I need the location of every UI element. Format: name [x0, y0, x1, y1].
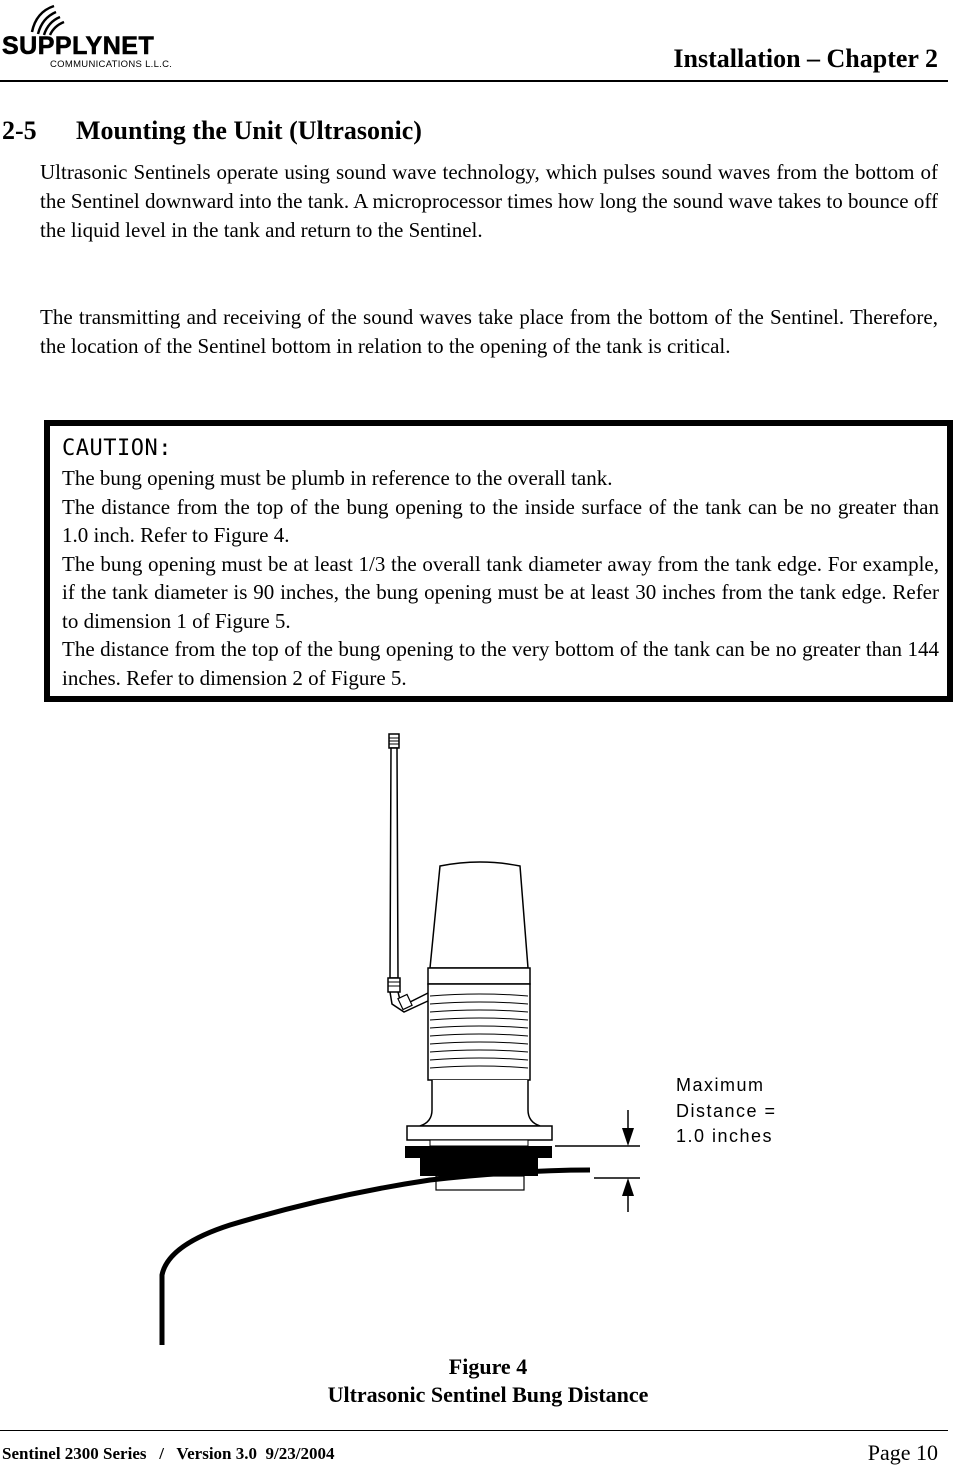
page-number: Page 10	[867, 1440, 938, 1465]
caution-line-1: The bung opening must be plumb in reference to the overall tank.	[62, 466, 613, 490]
logo-subtitle: COMMUNICATIONS L.L.C.	[50, 59, 173, 70]
footer-divider	[0, 1430, 948, 1431]
caution-line-4: The distance from the top of the bung opening to the very bottom of the tank can be no greater than 144 inches. Refer to dimension 2 of Figure 5.	[62, 637, 939, 690]
dimension-label-line-2: Distance =	[676, 1101, 777, 1121]
paragraph-1: Ultrasonic Sentinels operate using sound wave technology, which pulses sound waves from the bottom of the Sentinel downward into the tank. A microprocessor times how long the sound wave takes to bounce off the liquid level in the tank and return to the Sentinel.	[40, 160, 938, 242]
section-heading	[2, 116, 422, 146]
section-title: Mounting the Unit (Ultrasonic)	[76, 116, 422, 145]
figure-caption: Ultrasonic Sentinel Bung Distance	[327, 1382, 649, 1407]
caution-box	[44, 420, 953, 702]
caution-line-2: The distance from the top of the bung opening to the inside surface of the tank can be no greater than 1.0 inch. Refer to Figure 4.	[62, 494, 939, 547]
caution-heading: CAUTION:	[62, 436, 172, 461]
logo-name: SUPPLYNET	[2, 32, 155, 60]
antenna-icon	[388, 734, 430, 1012]
footer-series-version: Sentinel 2300 Series / Version 3.0 9/23/2004	[2, 1444, 335, 1463]
dimension-arrows	[555, 1110, 640, 1212]
tank-surface-line	[162, 1170, 590, 1345]
paragraph-2: The transmitting and receiving of the sound waves take place from the bottom of the Sentinel. Therefore, the location of the Sentinel bottom in relation to the opening of the tank is critical.	[40, 305, 938, 358]
caution-line-3: The bung opening must be at least 1/3 the overall tank diameter away from the tank edge. For example, if the tank diameter is 90 inches, the bung opening must be at least 30 inches from the tank edge. Refer to dimension 1 of Figure 5.	[62, 551, 939, 633]
section-number: 2-5	[2, 116, 37, 145]
sentinel-bung-diagram	[0, 720, 976, 1360]
dimension-label-line-1: Maximum	[676, 1075, 765, 1095]
chapter-title: Installation – Chapter 2	[673, 44, 938, 73]
header-divider	[0, 80, 948, 82]
company-logo	[0, 4, 180, 70]
dimension-label-line-3: 1.0 inches	[676, 1126, 774, 1146]
sentinel-body-icon	[405, 862, 552, 1190]
figure-number: Figure 4	[448, 1354, 528, 1379]
